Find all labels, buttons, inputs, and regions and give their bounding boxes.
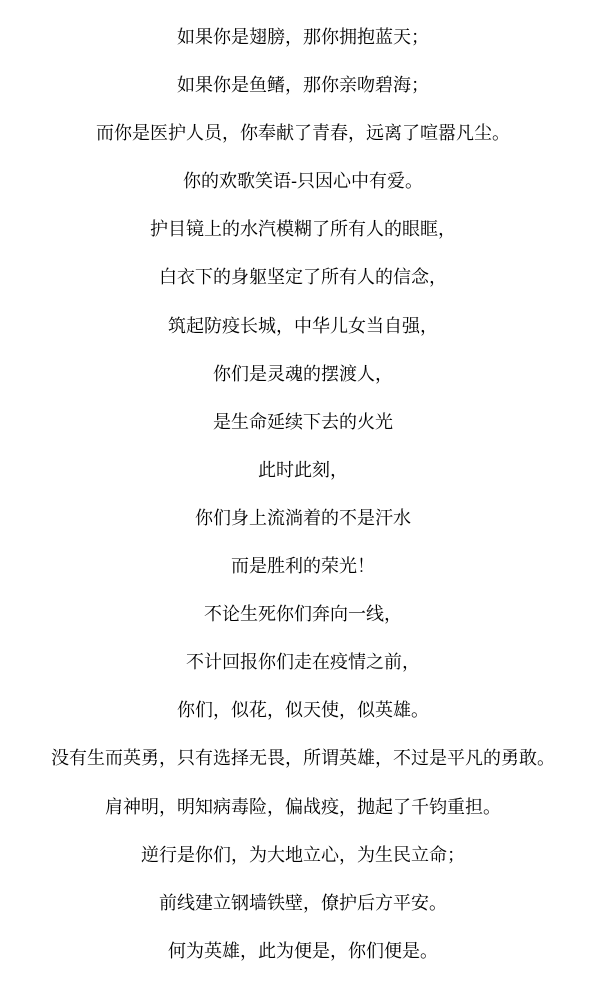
poem-line-5: 护目镜上的水汽模糊了所有人的眼眶， — [150, 219, 456, 241]
poem-line-13: 不论生死你们奔向一线， — [204, 604, 402, 626]
poem-line-3: 而你是医护人员，你奉献了青春，远离了喧嚣凡尘。 — [96, 123, 510, 145]
poem-line-12: 而是胜利的荣光！ — [231, 556, 375, 578]
poem-line-9: 是生命延续下去的火光 — [213, 411, 393, 433]
poem-line-14: 不计回报你们走在疫情之前， — [186, 652, 420, 674]
poem-line-6: 白衣下的身躯坚定了所有人的信念， — [159, 267, 447, 289]
poem-line-16: 没有生而英勇，只有选择无畏，所谓英雄，不过是平凡的勇敢。 — [51, 748, 555, 770]
poem-line-4: 你的欢歌笑语-只因心中有爱。 — [182, 171, 424, 193]
poem-line-15: 你们，似花，似天使，似英雄。 — [177, 700, 429, 722]
poem-line-7: 筑起防疫长城，中华儿女当自强， — [168, 315, 438, 337]
poem-line-18: 逆行是你们，为大地立心，为生民立命； — [141, 844, 465, 866]
poem-line-10: 此时此刻， — [258, 459, 348, 481]
poem-line-11: 你们身上流淌着的不是汗水 — [195, 507, 411, 529]
poem-line-19: 前线建立钢墙铁壁，僚护后方平安。 — [159, 892, 447, 914]
poem-line-20: 何为英雄，此为便是，你们便是。 — [168, 940, 438, 962]
poem — [0, 18, 606, 980]
poem-line-8: 你们是灵魂的摆渡人， — [213, 363, 393, 385]
poem-line-1: 如果你是翅膀，那你拥抱蓝天； — [177, 27, 429, 48]
poem-line-2: 如果你是鱼鳍，那你亲吻碧海； — [177, 75, 429, 97]
poem-line-17: 肩神明，明知病毒险，偏战疫，抛起了千钧重担。 — [105, 796, 501, 818]
